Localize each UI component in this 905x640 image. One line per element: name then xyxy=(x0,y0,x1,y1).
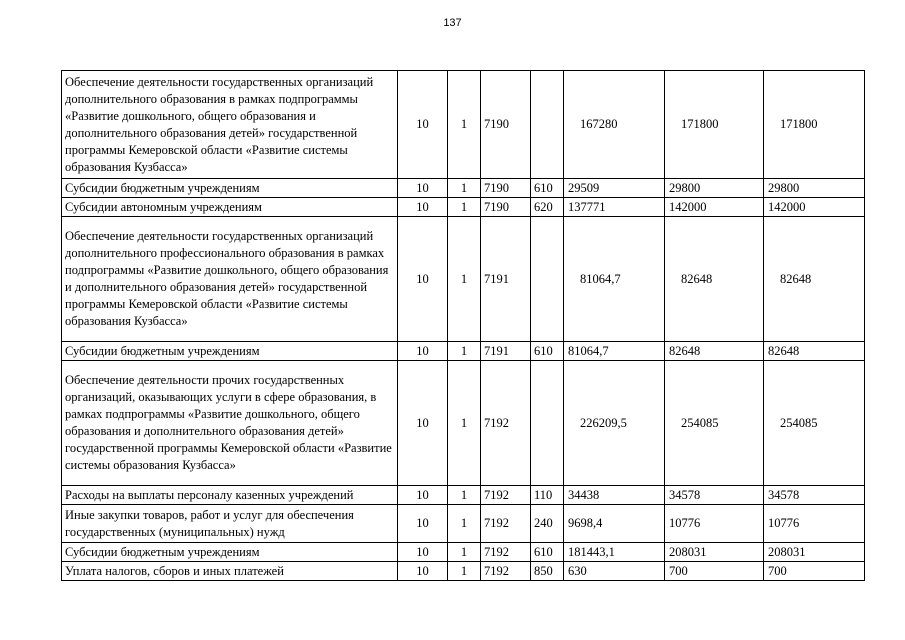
table-row xyxy=(62,361,865,486)
amount-year2-cell: 82648 xyxy=(665,217,764,342)
section-code-cell: 10 xyxy=(398,361,448,486)
amount-year2-cell: 254085 xyxy=(665,361,764,486)
expense-type-cell: 620 xyxy=(531,198,564,217)
row-name-cell: Субсидии автономным учреждениям xyxy=(62,198,398,217)
amount-year2-cell: 142000 xyxy=(665,198,764,217)
expense-type-cell: 610 xyxy=(531,342,564,361)
program-code-cell: 1 xyxy=(448,361,481,486)
expense-type-cell: 610 xyxy=(531,543,564,562)
expense-type-cell xyxy=(531,361,564,486)
amount-year2-cell: 82648 xyxy=(665,342,764,361)
article-code-cell: 7192 xyxy=(481,543,531,562)
amount-year3-cell: 254085 xyxy=(764,361,865,486)
article-code-cell: 7192 xyxy=(481,361,531,486)
program-code-cell: 1 xyxy=(448,543,481,562)
page-number: 137 xyxy=(443,17,462,29)
table-row xyxy=(62,543,865,562)
program-code-cell: 1 xyxy=(448,198,481,217)
article-code-cell: 7191 xyxy=(481,342,531,361)
expense-type-cell: 610 xyxy=(531,179,564,198)
row-name-cell: Уплата налогов, сборов и иных платежей xyxy=(62,562,398,581)
amount-year1-cell: 167280 xyxy=(564,71,665,179)
row-name-cell: Обеспечение деятельности государственных организаций дополнительного профессионального образования в рамках подпрограммы «Развитие дошкольного, общего образования и дополнительного образования детей» государственной программы Кемеровской области «Развитие системы образования Кузбасса» xyxy=(62,217,398,342)
program-code-cell: 1 xyxy=(448,486,481,505)
amount-year3-cell: 171800 xyxy=(764,71,865,179)
table-row xyxy=(62,217,865,342)
expense-type-cell xyxy=(531,217,564,342)
section-code-cell: 10 xyxy=(398,179,448,198)
amount-year3-cell: 82648 xyxy=(764,342,865,361)
amount-year1-cell: 81064,7 xyxy=(564,342,665,361)
expense-type-cell: 110 xyxy=(531,486,564,505)
amount-year1-cell: 9698,4 xyxy=(564,505,665,543)
amount-year2-cell: 171800 xyxy=(665,71,764,179)
amount-year3-cell: 10776 xyxy=(764,505,865,543)
row-name-cell: Расходы на выплаты персоналу казенных учреждений xyxy=(62,486,398,505)
table-row xyxy=(62,486,865,505)
article-code-cell: 7190 xyxy=(481,179,531,198)
section-code-cell: 10 xyxy=(398,71,448,179)
amount-year1-cell: 34438 xyxy=(564,486,665,505)
article-code-cell: 7192 xyxy=(481,486,531,505)
table-row xyxy=(62,179,865,198)
table-row xyxy=(62,198,865,217)
expense-type-cell: 850 xyxy=(531,562,564,581)
amount-year1-cell: 181443,1 xyxy=(564,543,665,562)
section-code-cell: 10 xyxy=(398,342,448,361)
amount-year1-cell: 81064,7 xyxy=(564,217,665,342)
amount-year2-cell: 10776 xyxy=(665,505,764,543)
amount-year1-cell: 137771 xyxy=(564,198,665,217)
table-row xyxy=(62,342,865,361)
program-code-cell: 1 xyxy=(448,562,481,581)
amount-year3-cell: 700 xyxy=(764,562,865,581)
table-row xyxy=(62,71,865,179)
expense-type-cell xyxy=(531,71,564,179)
row-name-cell: Обеспечение деятельности прочих государственных организаций, оказывающих услуги в сфере образования, в рамках подпрограммы «Развитие дошкольного, общего образования и дополнительного образования детей» государственной программы Кемеровской области «Развитие системы образования Кузбасса» xyxy=(62,361,398,486)
section-code-cell: 10 xyxy=(398,505,448,543)
section-code-cell: 10 xyxy=(398,562,448,581)
row-name-cell: Субсидии бюджетным учреждениям xyxy=(62,543,398,562)
amount-year1-cell: 29509 xyxy=(564,179,665,198)
article-code-cell: 7190 xyxy=(481,198,531,217)
section-code-cell: 10 xyxy=(398,198,448,217)
amount-year1-cell: 226209,5 xyxy=(564,361,665,486)
amount-year3-cell: 208031 xyxy=(764,543,865,562)
program-code-cell: 1 xyxy=(448,505,481,543)
budget-table xyxy=(61,70,865,581)
row-name-cell: Субсидии бюджетным учреждениям xyxy=(62,179,398,198)
program-code-cell: 1 xyxy=(448,342,481,361)
program-code-cell: 1 xyxy=(448,217,481,342)
expense-type-cell: 240 xyxy=(531,505,564,543)
article-code-cell: 7190 xyxy=(481,71,531,179)
row-name-cell: Обеспечение деятельности государственных организаций дополнительного образования в рамках подпрограммы «Развитие дошкольного, общего образования и дополнительного образования детей» государственной программы Кемеровской области «Развитие системы образования Кузбасса» xyxy=(62,71,398,179)
section-code-cell: 10 xyxy=(398,543,448,562)
article-code-cell: 7192 xyxy=(481,505,531,543)
amount-year2-cell: 208031 xyxy=(665,543,764,562)
amount-year3-cell: 142000 xyxy=(764,198,865,217)
amount-year3-cell: 82648 xyxy=(764,217,865,342)
row-name-cell: Субсидии бюджетным учреждениям xyxy=(62,342,398,361)
table-row xyxy=(62,562,865,581)
program-code-cell: 1 xyxy=(448,179,481,198)
section-code-cell: 10 xyxy=(398,217,448,342)
amount-year2-cell: 34578 xyxy=(665,486,764,505)
amount-year2-cell: 700 xyxy=(665,562,764,581)
section-code-cell: 10 xyxy=(398,486,448,505)
table-row xyxy=(62,505,865,543)
article-code-cell: 7191 xyxy=(481,217,531,342)
program-code-cell: 1 xyxy=(448,71,481,179)
amount-year1-cell: 630 xyxy=(564,562,665,581)
amount-year2-cell: 29800 xyxy=(665,179,764,198)
row-name-cell: Иные закупки товаров, работ и услуг для обеспечения государственных (муниципальных) нужд xyxy=(62,505,398,543)
article-code-cell: 7192 xyxy=(481,562,531,581)
amount-year3-cell: 34578 xyxy=(764,486,865,505)
amount-year3-cell: 29800 xyxy=(764,179,865,198)
